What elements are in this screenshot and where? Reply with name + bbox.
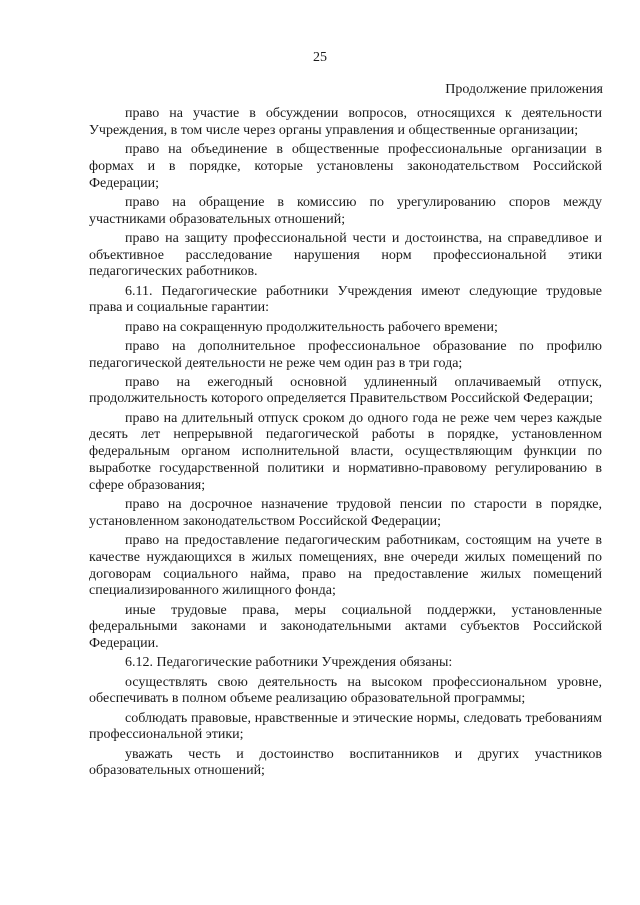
paragraph-long-leave-right: право на длительный отпуск сроком до одного года не реже чем через каждые десять лет непрерывной педагогической работы в порядке, установленном федеральным органом исполнительной власти, осуществляющим функции по выработке государственной политики и нормативно-правовому регулированию в сфере образования;: [89, 410, 602, 493]
paragraph-honor-protection-right: право на защиту профессиональной чести и достоинства, на справедливое и объективное расследование нарушения норм профессиональной этики педагогических работников.: [89, 230, 602, 280]
document-body: [89, 106, 602, 783]
paragraph-association-right: право на объединение в общественные профессиональные организации в формах и в порядке, которые установлены законодательством Российской Федерации;: [89, 141, 602, 191]
paragraph-annual-leave-right: право на ежегодный основной удлиненный оплачиваемый отпуск, продолжительность которого определяется Правительством Российской Федерации;: [89, 374, 602, 407]
paragraph-reduced-hours-right: право на сокращенную продолжительность рабочего времени;: [125, 319, 498, 335]
paragraph-participation-right: право на участие в обсуждении вопросов, относящихся к деятельности Учреждения, в том числе через органы управления и общественные организации;: [89, 106, 602, 138]
paragraph-early-pension-right: право на досрочное назначение трудовой пенсии по старости в порядке, установленном законодательством Российской Федерации;: [89, 497, 602, 529]
header-note: Продолжение приложения: [445, 82, 603, 97]
page-number: 25: [313, 50, 327, 65]
section-6-11-heading: 6.11. Педагогические работники Учреждения имеют следующие трудовые права и социальные гарантии:: [89, 283, 602, 316]
paragraph-professional-duty: осуществлять свою деятельность на высоком профессиональном уровне, обеспечивать в полном объеме реализацию образовательной программы;: [89, 674, 602, 707]
paragraph-ethics-duty: соблюдать правовые, нравственные и этические нормы, следовать требованиям профессиональной этики;: [89, 710, 602, 743]
section-6-12-heading: 6.12. Педагогические работники Учреждения обязаны:: [125, 655, 453, 671]
paragraph-respect-duty: уважать честь и достоинство воспитанников и других участников образовательных отношений;: [89, 746, 602, 779]
paragraph-dispute-commission-right: право на обращение в комиссию по урегулированию споров между участниками образовательных отношений;: [89, 194, 602, 227]
paragraph-housing-right: право на предоставление педагогическим работникам, состоящим на учете в качестве нуждающихся в жилых помещениях, вне очереди жилых помещений по договорам социального найма, право на предоставление жилых помещений специализированного жилищного фонда;: [89, 533, 602, 599]
paragraph-additional-education-right: право на дополнительное профессиональное образование по профилю педагогической деятельности не реже чем один раз в три года;: [89, 338, 602, 371]
paragraph-other-rights: иные трудовые права, меры социальной поддержки, установленные федеральными законами и законодательными актами субъектов Российской Федерации.: [89, 602, 602, 652]
